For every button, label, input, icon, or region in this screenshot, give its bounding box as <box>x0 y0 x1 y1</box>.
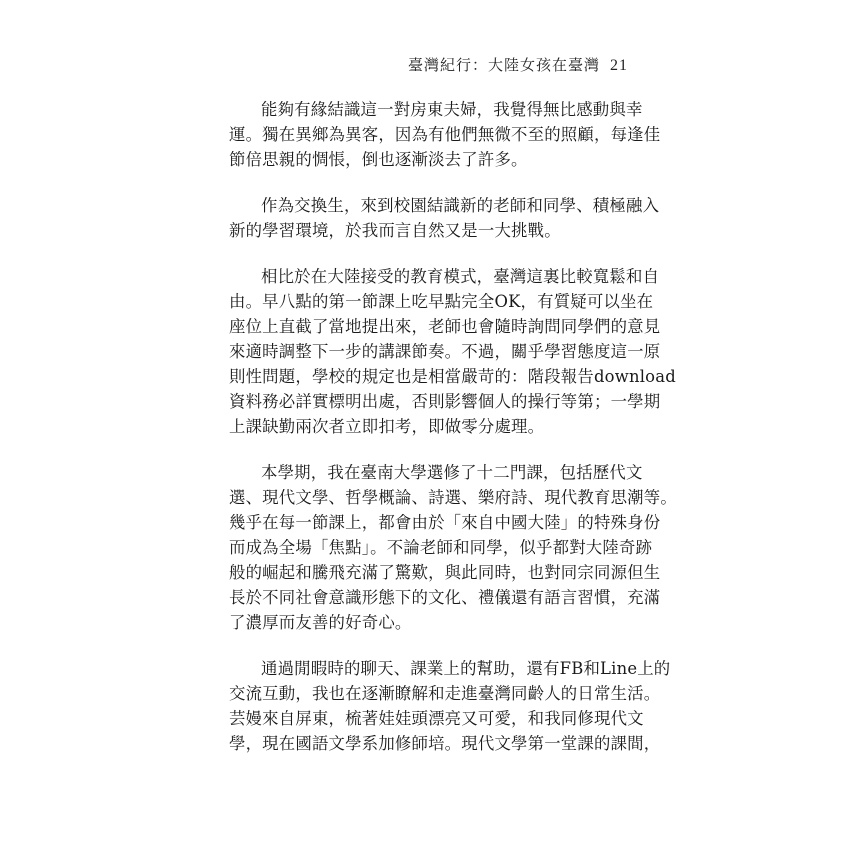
text-line: 則性問題，學校的規定也是相當嚴苛的：階段報告download <box>229 367 676 386</box>
text-line: 長於不同社會意識形態下的文化、禮儀還有語言習慣，充滿 <box>229 588 661 607</box>
text-line: 通過閒暇時的聊天、課業上的幫助，還有FB和Line上的 <box>261 659 671 678</box>
paragraph-3 <box>229 264 676 439</box>
text-line: 學，現在國語文學系加修師培。現代文學第一堂課的課間， <box>229 734 661 753</box>
text-line: 能夠有緣結識這一對房東夫婦，我覺得無比感動與幸 <box>261 100 643 119</box>
text-line: 交流互動，我也在逐漸瞭解和走進臺灣同齡人的日常生活。 <box>229 684 661 703</box>
paragraph-2 <box>229 193 660 243</box>
text-line: 相比於在大陸接受的教育模式，臺灣這裏比較寬鬆和自 <box>261 267 660 286</box>
text-line: 新的學習環境，於我而言自然又是一大挑戰。 <box>229 221 561 240</box>
text-line: 作為交換生，來到校園結識新的老師和同學、積極融入 <box>261 196 660 215</box>
text-line: 由。早八點的第一節課上吃早點完全OK，有質疑可以坐在 <box>229 292 654 311</box>
text-line: 選、現代文學、哲學概論、詩選、樂府詩、現代教育思潮等。 <box>229 488 677 507</box>
paragraph-4 <box>229 460 677 635</box>
text-line: 運。獨在異鄉為異客，因為有他們無微不至的照顧，每逢佳 <box>229 125 661 144</box>
text-line: 座位上直截了當地提出來，老師也會隨時詢問同學們的意見 <box>229 317 661 336</box>
text-line: 資料務必詳實標明出處，否則影響個人的操行等第；一學期 <box>229 392 661 411</box>
paragraph-1 <box>229 97 661 172</box>
text-line: 本學期，我在臺南大學選修了十二門課，包括歷代文 <box>261 463 643 482</box>
body-text <box>229 97 677 777</box>
text-line: 幾乎在每一節課上，都會由於「來自中國大陸」的特殊身份 <box>229 513 661 532</box>
running-title: 臺灣紀行：大陸女孩在臺灣 <box>407 56 600 74</box>
text-line: 上課缺勤兩次者立即扣考，即做零分處理。 <box>229 417 545 436</box>
text-line: 芸嫚來自屏東，梳著娃娃頭漂亮又可愛，和我同修現代文 <box>229 709 644 728</box>
paragraph-5 <box>229 656 671 756</box>
text-line: 般的崛起和騰飛充滿了驚歎，與此同時，也對同宗同源但生 <box>229 563 661 582</box>
text-line: 而成為全場「焦點」。不論老師和同學，似乎都對大陸奇跡 <box>229 538 653 557</box>
running-header <box>408 54 628 75</box>
text-line: 來適時調整下一步的講課節奏。不過，關乎學習態度這一原 <box>229 342 661 361</box>
text-line: 節倍思親的惆悵，倒也逐漸淡去了許多。 <box>229 150 528 169</box>
page-number: 21 <box>610 57 628 74</box>
text-line: 了濃厚而友善的好奇心。 <box>229 613 412 632</box>
